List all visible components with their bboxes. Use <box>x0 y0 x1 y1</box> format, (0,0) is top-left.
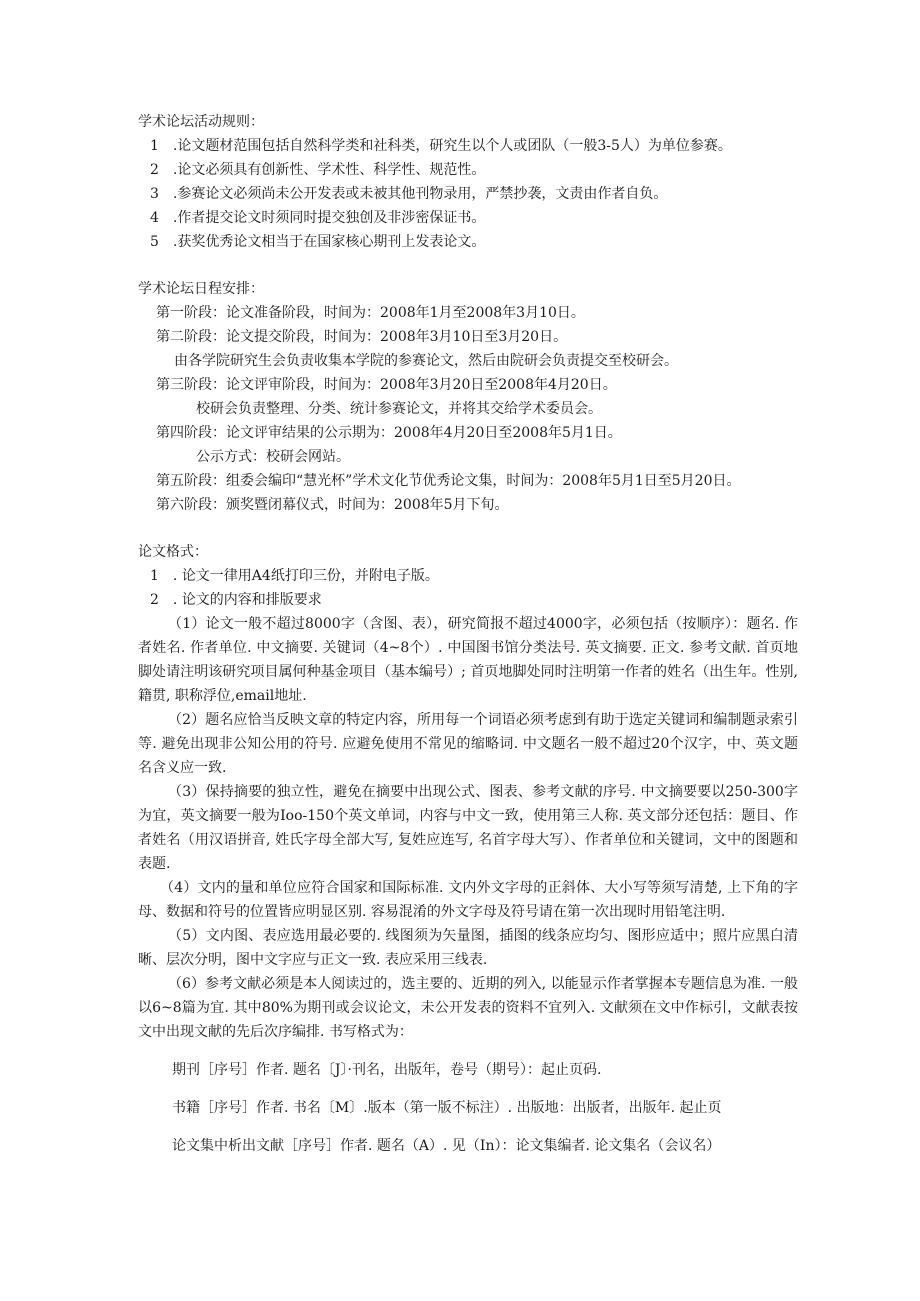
document-page <box>138 110 798 1172</box>
rule-item-2: 2 .论文必须具有创新性、学术性、科学性、规范性。 <box>150 162 486 178</box>
rule-item-5: 5 .获奖优秀论文相当于在国家核心期刊上发表论文。 <box>150 234 486 250</box>
reference-format-book: 书籍［序号］作者. 书名〔M〕.版本（第一版不标注）. 出版地：出版者，出版年. 起止页 <box>172 1100 722 1116</box>
format-paragraph-5: （5）文内图、表应选用最必要的. 线图须为矢量图，插图的线条应均匀、图形应适中；照片应黑白清晰、层次分明，图中文字应与正文一致. 表应采用三线表. <box>138 928 798 968</box>
schedule-heading: 学术论坛日程安排： <box>138 281 264 297</box>
format-item-1: 1 . 论文一律用A4纸打印三份，并附电子版。 <box>150 568 439 584</box>
stage-4: 第四阶段：论文评审结果的公示期为：2008年4月20日至2008年5月1日。 <box>156 425 622 441</box>
format-paragraph-3: （3）保持摘要的独立性，避免在摘要中出现公式、图表、参考文献的序号. 中文摘要要以250-300字为宜，英文摘要一般为Ioo-150个英文单词，内容与中文一致，使用第三人称. 英文部分还包括：题目、作者姓名（用汉语拼音, 姓氏字母全部大写, 复姓应连写, 名首字母大写）、作者单位和关键词，文中的图题和表题. <box>138 784 798 872</box>
rule-item-4: 4 .作者提交论文时须同时提交独创及非涉密保证书。 <box>150 210 486 226</box>
rule-item-1: 1 .论文题材范围包括自然科学类和社科类，研究生以个人或团队（一般3-5人）为单位参赛。 <box>150 138 732 154</box>
stage-6: 第六阶段：颁奖暨闭幕仪式，时间为：2008年5月下旬。 <box>156 497 509 513</box>
rule-item-3: 3 .参赛论文必须尚未公开发表或未被其他刊物录用，严禁抄袭，文责由作者自负。 <box>150 186 668 202</box>
reference-format-proceedings: 论文集中析出文献［序号］作者. 题名（A）. 见（In）：论文集编者. 论文集名（会议名） <box>172 1138 721 1154</box>
rules-heading: 学术论坛活动规则： <box>138 114 264 130</box>
stage-3-note: 校研会负责整理、分类、统计参赛论文，并将其交给学术委员会。 <box>196 401 602 417</box>
spacer <box>138 517 798 540</box>
stage-4-note: 公示方式：校研会网站。 <box>196 449 350 465</box>
format-paragraph-4: （4）文内的量和单位应符合国家和国际标准. 文内外文字母的正斜体、大小写等须写清楚, 上下角的字母、数据和符号的位置皆应明显区别. 容易混淆的外文字母及符号请在第一次出现时用铅笔注明. <box>138 880 798 920</box>
stage-5: 第五阶段：组委会编印“慧光杯”学术文化节优秀论文集，时间为：2008年5月1日至5月20日。 <box>156 473 741 489</box>
spacer <box>138 254 798 277</box>
stage-3: 第三阶段：论文评审阶段，时间为：2008年3月20日至2008年4月20日。 <box>156 377 617 393</box>
format-item-2: 2 . 论文的内容和排版要求 <box>150 592 322 608</box>
stage-1: 第一阶段：论文准备阶段，时间为：2008年1月至2008年3月10日。 <box>156 305 585 321</box>
format-heading: 论文格式： <box>138 544 208 560</box>
format-paragraph-6: （6）参考文献必须是本人阅读过的，选主要的、近期的列入, 以能显示作者掌握本专题信息为准. 一般以6~8篇为宜. 其中80%为期刊或会议论文，未公开发表的资料不宜列入. 文献须在文中作标引，文献表按文中出现文献的先后次序编排. 书写格式为： <box>138 976 798 1040</box>
format-paragraph-1: （1）论文一般不超过8000字（含图、表），研究简报不超过4000字，必须包括（按顺序）：题名. 作者姓名. 作者单位. 中文摘要. 关键词（4~8个）. 中国图书馆分类法号. 英文摘要. 正文. 参考文献. 首页地脚处请注明该研究项目属何种基金项目（基本编号）; 首页地脚处同时注明第一作者的姓名（出生年。性别, 籍贯, 职称浮位,email地址. <box>138 616 798 704</box>
reference-format-journal: 期刊［序号］作者. 题名〔J〕·刊名，出版年，卷号（期号）：起止页码. <box>172 1062 602 1078</box>
stage-2-note: 由各学院研究生会负责收集本学院的参赛论文，然后由院研会负责提交至校研会。 <box>174 353 678 369</box>
stage-2: 第二阶段：论文提交阶段，时间为：2008年3月10日至3月20日。 <box>156 329 568 345</box>
format-paragraph-2: （2）题名应恰当反映文章的特定内容，所用每一个词语必须考虑到有助于选定关键词和编制题录索引等. 避免出现非公知公用的符号. 应避免使用不常见的缩略词. 中文题名一般不超过20个汉字，中、英文题名含义应一致. <box>138 712 798 776</box>
